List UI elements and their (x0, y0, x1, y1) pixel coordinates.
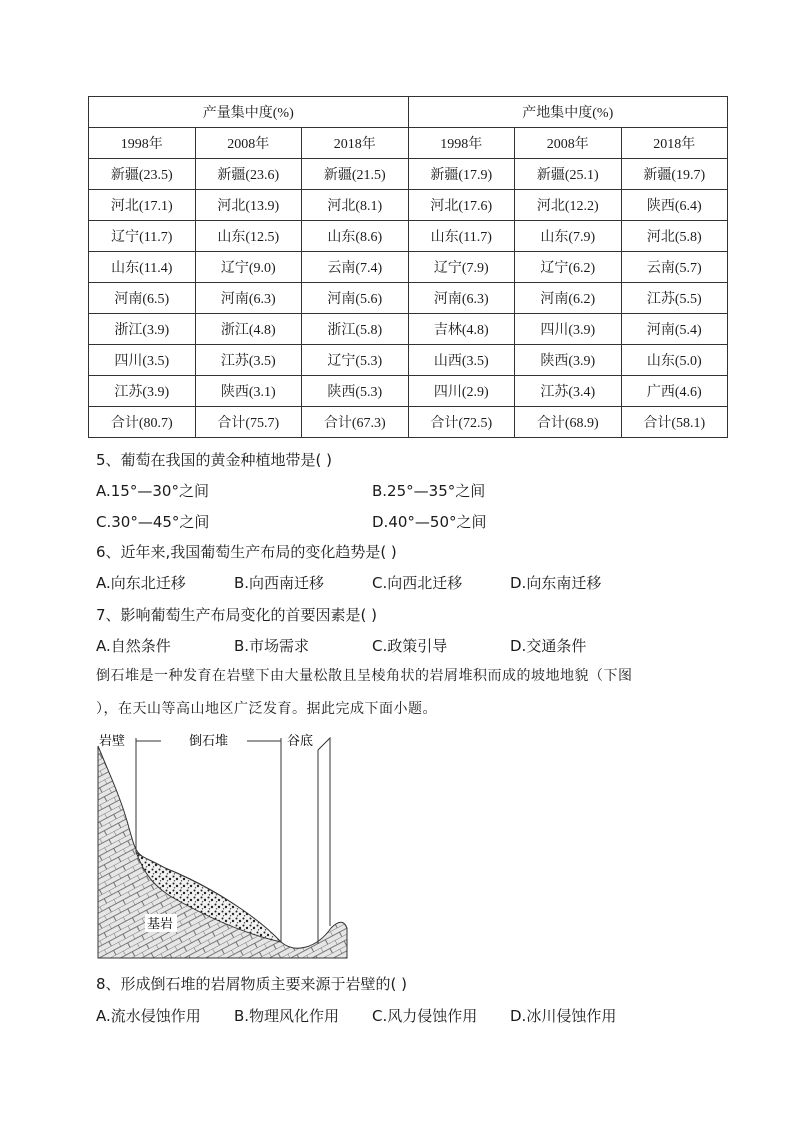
q6-option-b[interactable]: B.向西南迁移 (234, 574, 325, 592)
table-cell: 江苏(3.4) (515, 376, 622, 407)
label-bedrock: 基岩 (147, 917, 174, 932)
header-area-concentration: 产地集中度(%) (408, 97, 728, 128)
table-cell: 河北(8.1) (302, 190, 409, 221)
table-row (89, 252, 728, 283)
table-cell: 山东(11.4) (89, 252, 196, 283)
table-cell: 陕西(3.1) (195, 376, 302, 407)
q7-option-c[interactable]: C.政策引导 (372, 637, 448, 655)
table-cell: 新疆(23.5) (89, 159, 196, 190)
table-cell: 云南(7.4) (302, 252, 409, 283)
table-cell: 新疆(17.9) (408, 159, 515, 190)
table-header-row (89, 97, 728, 128)
table-cell: 河南(6.5) (89, 283, 196, 314)
table-cell: 陕西(3.9) (515, 345, 622, 376)
year-header: 2018年 (302, 128, 409, 159)
table-cell: 浙江(5.8) (302, 314, 409, 345)
table-cell: 云南(5.7) (621, 252, 728, 283)
table-cell: 四川(3.9) (515, 314, 622, 345)
year-header: 2008年 (515, 128, 622, 159)
table-row (89, 314, 728, 345)
table-cell: 四川(2.9) (408, 376, 515, 407)
table-row (89, 221, 728, 252)
table-cell: 山东(8.6) (302, 221, 409, 252)
table-cell: 新疆(23.6) (195, 159, 302, 190)
table-total-row (89, 407, 728, 438)
table-cell: 辽宁(6.2) (515, 252, 622, 283)
passage-line-1: 倒石堆是一种发育在岩壁下由大量松散且呈棱角状的岩屑堆积而成的坡地地貌（下图 (96, 668, 633, 684)
table-cell: 河南(6.3) (195, 283, 302, 314)
bedrock-area (98, 746, 347, 958)
q6-option-c[interactable]: C.向西北迁移 (372, 574, 463, 592)
year-header: 1998年 (89, 128, 196, 159)
table-cell: 陕西(6.4) (621, 190, 728, 221)
table-cell: 河北(17.1) (89, 190, 196, 221)
q8-option-c[interactable]: C.风力侵蚀作用 (372, 1007, 478, 1025)
table-cell: 合计(72.5) (408, 407, 515, 438)
concentration-table (88, 96, 728, 438)
q5-option-a[interactable]: A.15°—30°之间 (96, 482, 209, 500)
table-cell: 辽宁(9.0) (195, 252, 302, 283)
table-cell: 河北(13.9) (195, 190, 302, 221)
year-header: 1998年 (408, 128, 515, 159)
table-cell: 河北(17.6) (408, 190, 515, 221)
q8-option-d[interactable]: D.冰川侵蚀作用 (510, 1007, 617, 1025)
question-8-stem: 8、形成倒石堆的岩屑物质主要来源于岩壁的( ) (96, 975, 408, 993)
table-cell: 山东(11.7) (408, 221, 515, 252)
table-cell: 浙江(3.9) (89, 314, 196, 345)
label-talus: 倒石堆 (189, 734, 229, 749)
table-cell: 辽宁(11.7) (89, 221, 196, 252)
table-cell: 广西(4.6) (621, 376, 728, 407)
table-cell: 河北(12.2) (515, 190, 622, 221)
table-cell: 合计(58.1) (621, 407, 728, 438)
q5-option-d[interactable]: D.40°—50°之间 (372, 513, 487, 531)
table-cell: 浙江(4.8) (195, 314, 302, 345)
table-cell: 山西(3.5) (408, 345, 515, 376)
q6-option-d[interactable]: D.向东南迁移 (510, 574, 602, 592)
table-cell: 河南(5.6) (302, 283, 409, 314)
label-cliff: 岩壁 (99, 734, 126, 749)
table-cell: 江苏(3.9) (89, 376, 196, 407)
table-cell: 河南(6.2) (515, 283, 622, 314)
table-cell: 河南(5.4) (621, 314, 728, 345)
table-cell: 四川(3.5) (89, 345, 196, 376)
q5-option-c[interactable]: C.30°—45°之间 (96, 513, 210, 531)
table-cell: 江苏(3.5) (195, 345, 302, 376)
table-cell: 合计(67.3) (302, 407, 409, 438)
q5-option-b[interactable]: B.25°—35°之间 (372, 482, 486, 500)
question-6-stem: 6、近年来,我国葡萄生产布局的变化趋势是( ) (96, 543, 397, 561)
table-cell: 河北(5.8) (621, 221, 728, 252)
talus-diagram (95, 728, 355, 964)
table-year-row (89, 128, 728, 159)
year-header: 2008年 (195, 128, 302, 159)
table-cell: 山东(7.9) (515, 221, 622, 252)
q7-option-a[interactable]: A.自然条件 (96, 637, 171, 655)
q8-option-a[interactable]: A.流水侵蚀作用 (96, 1007, 201, 1025)
question-5-stem: 5、葡萄在我国的黄金种植地带是( ) (96, 451, 333, 469)
table-cell: 吉林(4.8) (408, 314, 515, 345)
label-valley-floor: 谷底 (287, 734, 314, 749)
year-header: 2018年 (621, 128, 728, 159)
table-cell: 合计(68.9) (515, 407, 622, 438)
table-row (89, 345, 728, 376)
table-cell: 辽宁(5.3) (302, 345, 409, 376)
table-row (89, 283, 728, 314)
table-cell: 陕西(5.3) (302, 376, 409, 407)
question-7-stem: 7、影响葡萄生产布局变化的首要因素是( ) (96, 606, 378, 624)
table-cell: 山东(12.5) (195, 221, 302, 252)
header-output-concentration: 产量集中度(%) (89, 97, 409, 128)
table-cell: 新疆(25.1) (515, 159, 622, 190)
table-cell: 新疆(21.5) (302, 159, 409, 190)
table-row (89, 159, 728, 190)
table-cell: 新疆(19.7) (621, 159, 728, 190)
q6-option-a[interactable]: A.向东北迁移 (96, 574, 186, 592)
table-cell: 合计(75.7) (195, 407, 302, 438)
table-cell: 河南(6.3) (408, 283, 515, 314)
q8-option-b[interactable]: B.物理风化作用 (234, 1007, 340, 1025)
table-cell: 江苏(5.5) (621, 283, 728, 314)
right-valley-wall (318, 738, 330, 926)
table-row (89, 376, 728, 407)
table-cell: 合计(80.7) (89, 407, 196, 438)
table-cell: 山东(5.0) (621, 345, 728, 376)
q7-option-b[interactable]: B.市场需求 (234, 637, 310, 655)
table-cell: 辽宁(7.9) (408, 252, 515, 283)
table-row (89, 190, 728, 221)
q7-option-d[interactable]: D.交通条件 (510, 637, 587, 655)
passage-line-2: ），在天山等高山地区广泛发育。据此完成下面小题。 (96, 701, 437, 717)
